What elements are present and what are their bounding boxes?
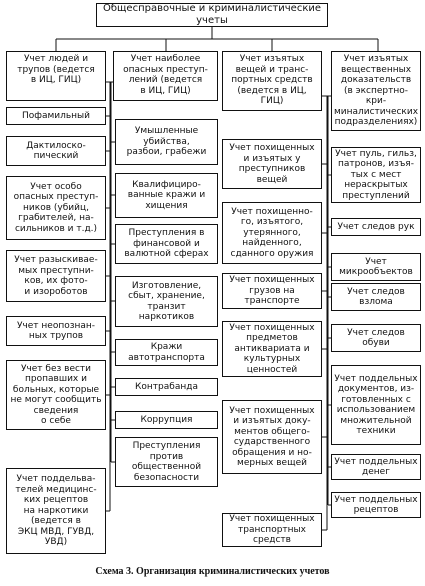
column-4-item-7: Учет поддельных денег: [331, 454, 421, 480]
column-1-item-7: Учет поддельва- телей медицинс- ких рецептов на наркотики (ведется в ЭКЦ МВД, ГУВД, УВД): [6, 468, 106, 554]
column-2-item-5: Кражи автотранспорта: [115, 339, 218, 366]
column-2-item-3: Преступления в финансовой и валютной сферах: [115, 224, 218, 264]
column-1-item-2: Дактилоско- пический: [6, 136, 106, 166]
column-2-item-6: Контрабанда: [115, 378, 218, 396]
column-2-item-4: Изготовление, сбыт, хранение, транзит наркотиков: [115, 276, 218, 327]
figure-caption: Схема 3. Организация криминалистических учетов: [95, 566, 330, 577]
column-4-item-1: Учет пуль, гильз, патронов, изъя- тых с мест нераскрытых преступлений: [331, 147, 421, 203]
column-3-item-2: Учет похищенно- го, изъятого, утерянного, найденного, сданного оружия: [222, 202, 322, 264]
column-4-item-4: Учет следов взлома: [331, 283, 421, 311]
column-3-item-3: Учет похищенных грузов на транспорте: [222, 273, 322, 309]
column-2-item-7: Коррупция: [115, 411, 218, 429]
column-3-item-1: Учет похищенных и изъятых у преступников вещей: [222, 139, 322, 189]
column-1-item-6: Учет без вести пропавших и больных, которые не могут сообщить сведения о себе: [6, 360, 106, 430]
column-4-item-5: Учет следов обуви: [331, 324, 421, 352]
root-box: Общесправочные и криминалистические учеты: [96, 3, 328, 27]
column-2-item-2: Квалифициро- ванные кражи и хищения: [115, 173, 218, 218]
column-3-item-6: Учет похищенных транспортных средств: [222, 513, 322, 547]
column-4-item-3: Учет микрообъектов: [331, 253, 421, 281]
column-4-item-6: Учет поддельных документов, из- готовленных с использованием множительной техники: [331, 365, 421, 445]
column-4-head: Учет изъятых вещественных доказательств (в экспертно-кри- миналистических подразделениях): [331, 51, 421, 131]
column-2-item-1: Умышленные убийства, разбои, грабежи: [115, 119, 218, 165]
column-1-item-4: Учет разыскивае- мых преступни- ков, их фото- и изороботов: [6, 250, 106, 302]
column-4-item-2: Учет следов рук: [331, 218, 421, 236]
column-3-item-4: Учет похищенных предметов антиквариата и культурных ценностей: [222, 321, 322, 377]
column-3-item-5: Учет похищенных и изъятых доку- ментов общего- сударственного обращения и но- мерных вещей: [222, 400, 322, 474]
column-4-item-8: Учет поддельных рецептов: [331, 492, 421, 518]
column-1-head: Учет людей и трупов (ведется в ИЦ, ГИЦ): [6, 51, 106, 101]
column-1-item-3: Учет особо опасных преступ- ников (убийц, грабителей, на- сильников и т.д.): [6, 176, 106, 240]
column-2-item-8: Преступления против общественной безопасности: [115, 437, 218, 487]
column-3-head: Учет изъятых вещей и транс- портных средств (ведется в ИЦ, ГИЦ): [222, 51, 322, 111]
column-1-item-1: Пофамильный: [6, 107, 106, 125]
column-1-item-5: Учет неопознан- ных трупов: [6, 316, 106, 346]
column-2-head: Учет наиболее опасных преступ- лений (ведется в ИЦ, ГИЦ): [113, 51, 218, 101]
